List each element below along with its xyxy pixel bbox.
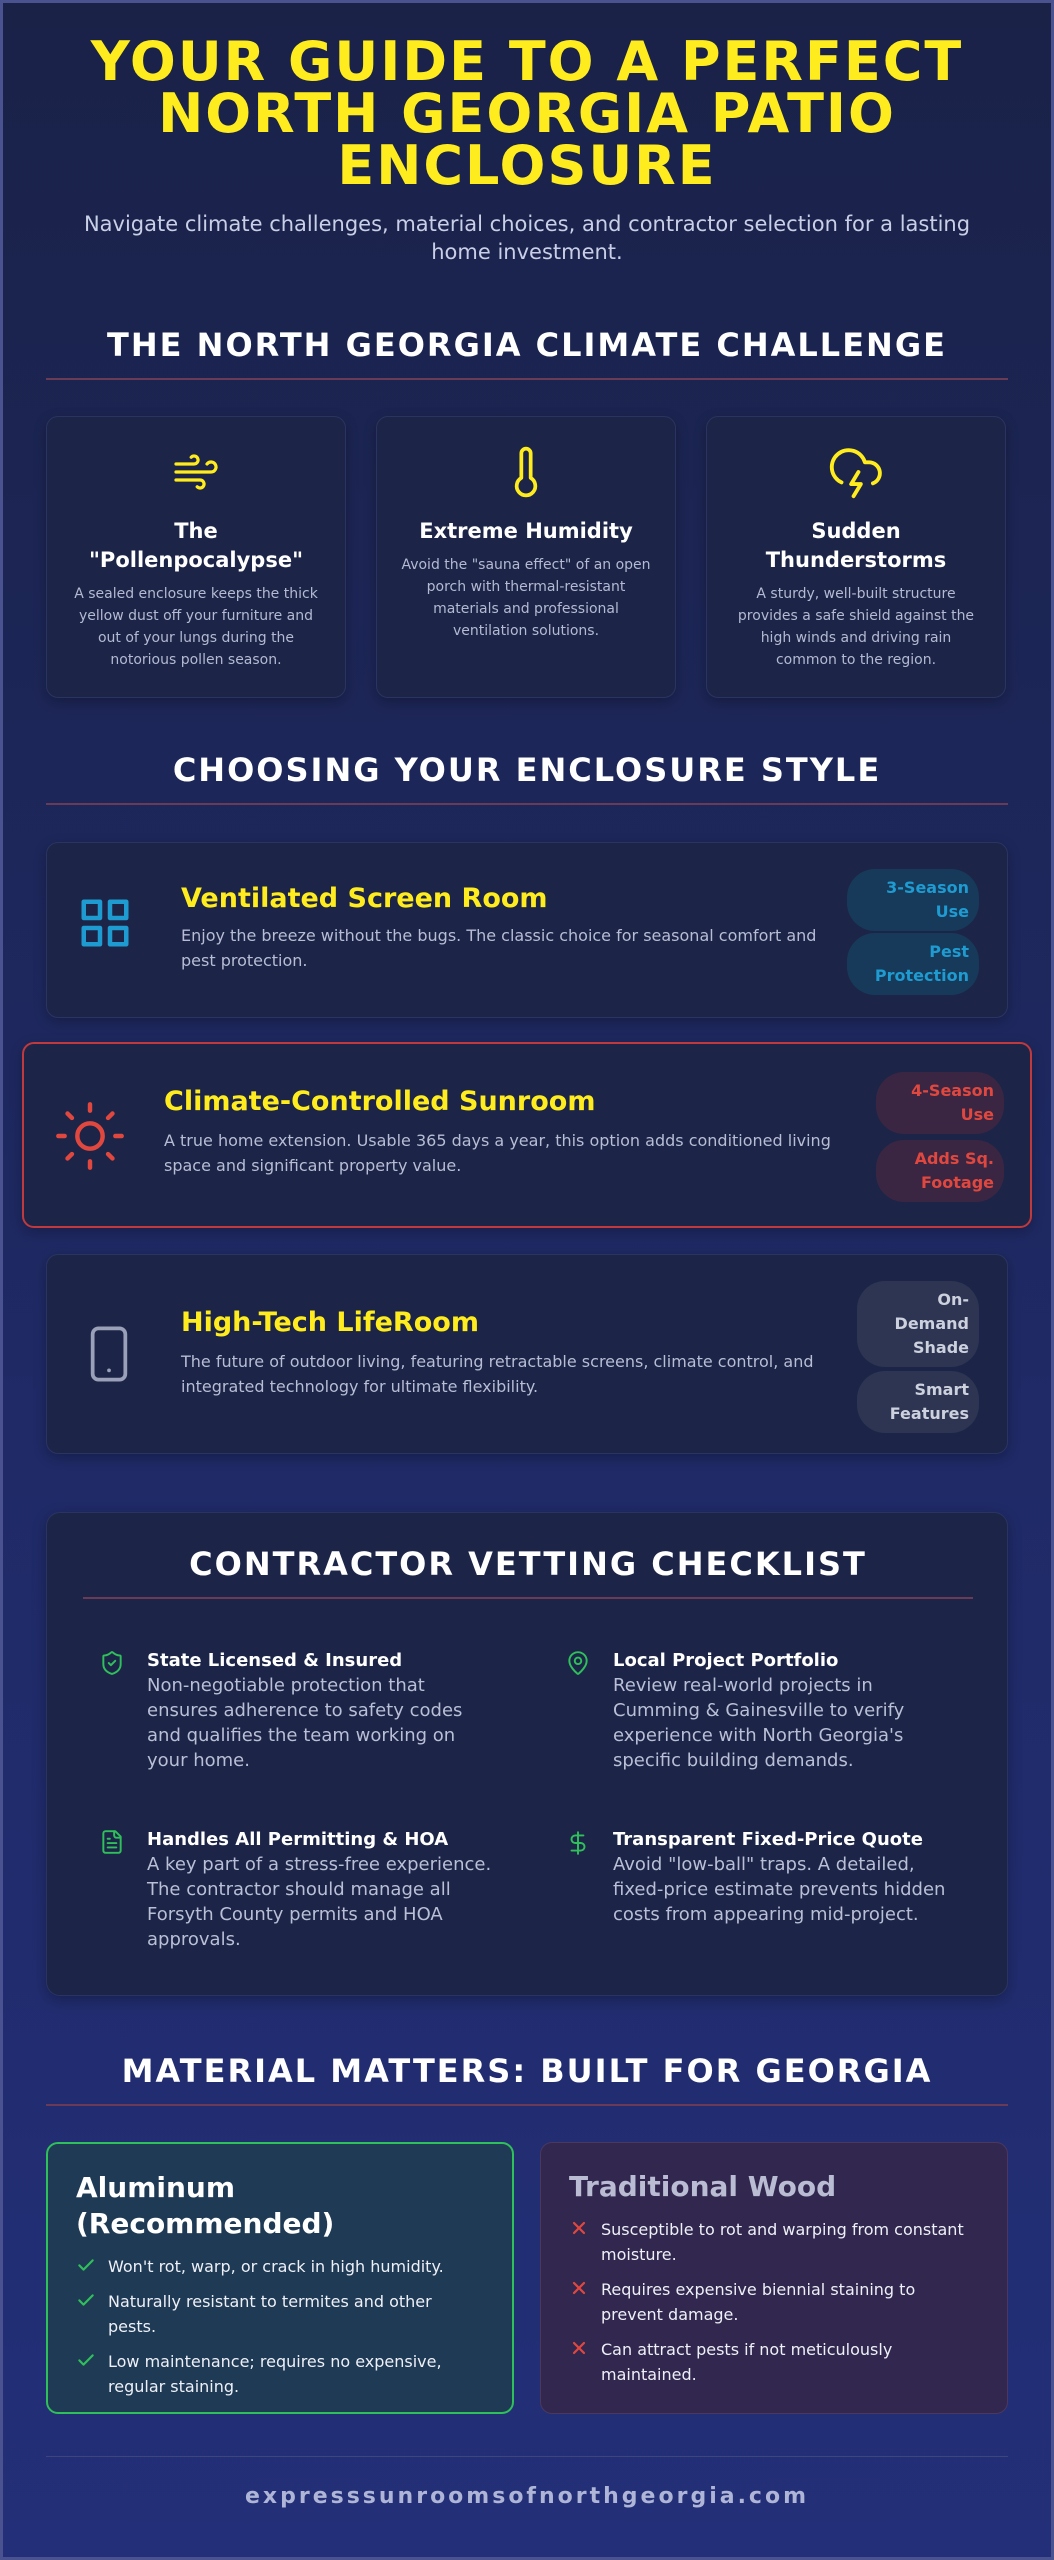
style-card-sunroom	[22, 1042, 1032, 1228]
list-item	[76, 2289, 484, 2339]
footer-url: expresssunroomsofnorthgeorgia.com	[244, 2484, 810, 2509]
page-title: YOUR GUIDE TO A PERFECT NORTH GEORGIA PATIO ENCLOSURE	[90, 30, 964, 197]
list-item-text: Won't rot, warp, or crack in high humidity.	[108, 2257, 444, 2276]
sun-icon	[52, 1098, 128, 1174]
checklist-item-quote	[565, 1828, 965, 1927]
climate-card-text: A sealed enclosure keeps the thick yellow dust off your furniture and out of your lungs during the notorious pollen season.	[74, 586, 318, 668]
styles-heading: CHOOSING YOUR ENCLOSURE STYLE	[172, 751, 882, 789]
list-item-text: Naturally resistant to termites and other pests.	[108, 2292, 432, 2336]
material-pros-list	[76, 2254, 484, 2399]
material-cons-list	[569, 2217, 979, 2387]
checklist-item-permitting	[99, 1828, 499, 1952]
climate-card-title: Extreme Humidity	[419, 519, 633, 543]
shield-check-icon	[99, 1649, 127, 1679]
tag-three-season: 3-Season Use	[847, 869, 979, 931]
checklist-item-text: Avoid "low-ball" traps. A detailed, fixed-price estimate prevents hidden costs from appearing mid-project.	[613, 1854, 946, 1925]
check-icon	[76, 2255, 96, 2275]
material-card-wood	[540, 2142, 1008, 2414]
style-card-text: A true home extension. Usable 365 days a year, this option adds conditioned living space and significant property value.	[164, 1131, 831, 1175]
check-icon	[76, 2290, 96, 2310]
tag-pest-protection: Pest Protection	[847, 933, 979, 995]
style-card-text: Enjoy the breeze without the bugs. The classic choice for seasonal comfort and pest protection.	[181, 926, 817, 970]
climate-card-text: Avoid the "sauna effect" of an open porch with thermal-resistant materials and professional ventilation solutions.	[401, 557, 651, 639]
climate-card-pollen	[46, 416, 346, 698]
checklist-item-title: Handles All Permitting & HOA	[147, 1829, 449, 1850]
style-card-text: The future of outdoor living, featuring retractable screens, climate control, and integrated technology for ultimate flexibility.	[181, 1352, 814, 1396]
checklist-item-title: Transparent Fixed-Price Quote	[613, 1829, 923, 1850]
document-icon	[99, 1828, 127, 1858]
checklist-item-text: Review real-world projects in Cumming & Gainesville to verify experience with North Georgia's specific building demands.	[613, 1675, 905, 1771]
storm-cloud-icon	[731, 441, 981, 503]
x-icon	[569, 2278, 589, 2298]
list-item	[569, 2277, 979, 2327]
climate-heading: THE NORTH GEORGIA CLIMATE CHALLENGE	[107, 326, 947, 364]
tag-adds-footage: Adds Sq. Footage	[876, 1140, 1004, 1202]
climate-card-storms	[706, 416, 1006, 698]
checklist-item-title: State Licensed & Insured	[147, 1650, 403, 1671]
page-header	[0, 30, 1054, 266]
tag-smart-features: Smart Features	[857, 1371, 979, 1433]
style-card-liferoom	[46, 1254, 1008, 1454]
climate-card-title: The "Pollenpocalypse"	[88, 519, 304, 572]
list-item-text: Can attract pests if not meticulously maintained.	[601, 2340, 893, 2384]
materials-heading: MATERIAL MATTERS: BUILT FOR GEORGIA	[121, 2052, 933, 2090]
dollar-icon	[565, 1828, 593, 1858]
list-item-text: Low maintenance; requires no expensive, regular staining.	[108, 2352, 442, 2396]
x-icon	[569, 2218, 589, 2238]
style-card-screen-room	[46, 842, 1008, 1018]
contractor-checklist	[46, 1512, 1008, 1996]
x-icon	[569, 2338, 589, 2358]
checklist-item-text: Non-negotiable protection that ensures adherence to safety codes and qualifies the team working on your home.	[147, 1675, 463, 1771]
climate-card-text: A sturdy, well-built structure provides a safe shield against the high winds and driving rain common to the region.	[737, 586, 975, 668]
material-title: Traditional Wood	[569, 2170, 837, 2203]
style-card-title: High-Tech LifeRoom	[181, 1307, 479, 1338]
style-card-title: Climate-Controlled Sunroom	[164, 1086, 596, 1117]
list-item	[569, 2217, 979, 2267]
materials-divider	[46, 2104, 1008, 2106]
styles-divider	[46, 803, 1008, 805]
list-item	[76, 2349, 484, 2399]
check-icon	[76, 2350, 96, 2370]
tablet-icon	[79, 1319, 139, 1389]
checklist-divider	[83, 1597, 973, 1599]
list-item	[76, 2254, 484, 2279]
climate-card-humidity	[376, 416, 676, 698]
tag-on-demand-shade: On-Demand Shade	[857, 1281, 979, 1367]
style-card-title: Ventilated Screen Room	[181, 883, 548, 914]
grid-icon	[75, 893, 135, 953]
checklist-heading: CONTRACTOR VETTING CHECKLIST	[189, 1545, 867, 1583]
checklist-item-portfolio	[565, 1649, 965, 1773]
climate-divider	[46, 378, 1008, 380]
thermometer-icon	[401, 441, 651, 503]
wind-icon	[71, 441, 321, 503]
footer-divider	[46, 2456, 1008, 2457]
tag-four-season: 4-Season Use	[876, 1072, 1004, 1134]
map-pin-icon	[565, 1649, 593, 1679]
material-card-aluminum	[46, 2142, 514, 2414]
list-item	[569, 2337, 979, 2387]
list-item-text: Requires expensive biennial staining to prevent damage.	[601, 2280, 916, 2324]
checklist-item-title: Local Project Portfolio	[613, 1650, 839, 1671]
list-item-text: Susceptible to rot and warping from constant moisture.	[601, 2220, 964, 2264]
checklist-item-licensed	[99, 1649, 499, 1773]
page-subtitle: Navigate climate challenges, material choices, and contractor selection for a lasting home investment.	[83, 212, 971, 264]
material-title: Aluminum (Recommended)	[76, 2171, 335, 2240]
climate-card-title: Sudden Thunderstorms	[765, 519, 947, 572]
checklist-item-text: A key part of a stress-free experience. The contractor should manage all Forsyth County permits and HOA approvals.	[147, 1854, 492, 1950]
